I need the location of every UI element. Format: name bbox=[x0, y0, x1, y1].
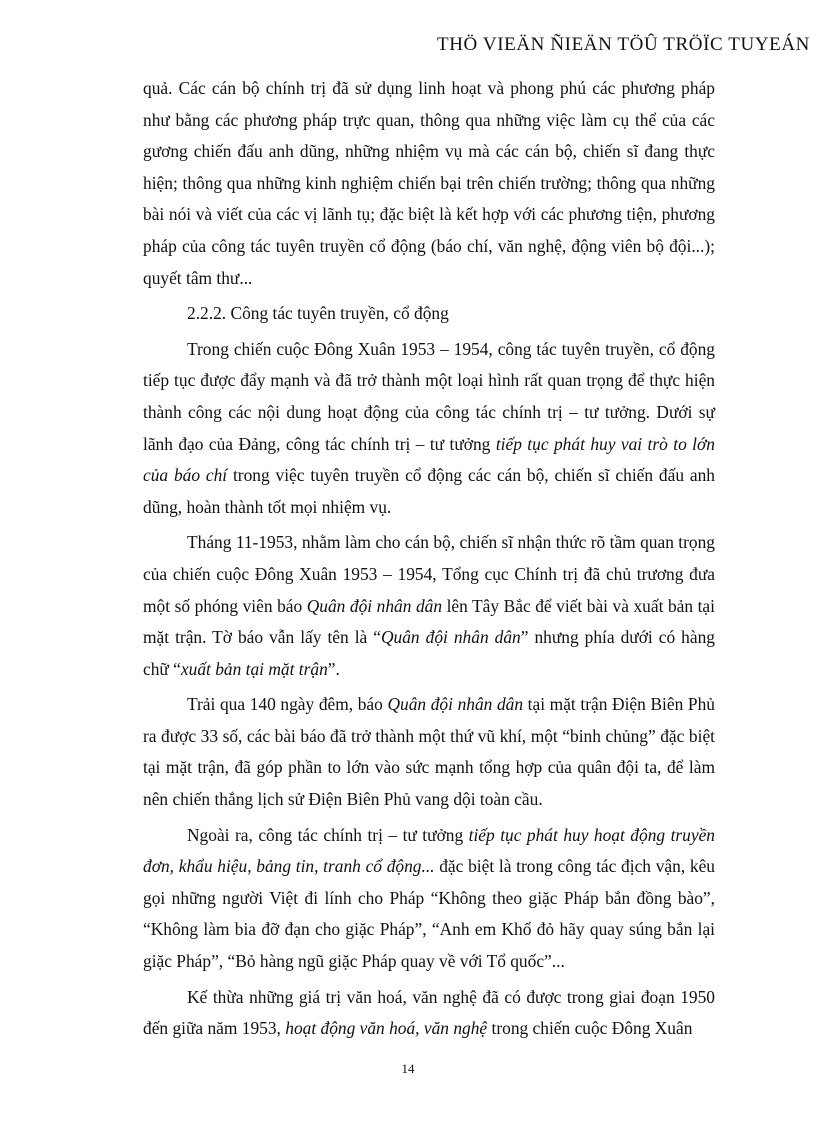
paragraph-2 bbox=[143, 334, 715, 524]
text-run: ”. bbox=[327, 658, 340, 679]
text-run: đặc biệt là trong công tác địch vận, kêu gọi những người Việt đi lính cho Pháp “Không theo giặc Pháp bắn đồng bào”, “Không làm bia đỡ đạn cho giặc Pháp”, “Anh em Khố đỏ hãy quay súng bắn lại giặc Pháp”, “Bỏ hàng ngũ giặc Pháp quay về với Tổ quốc”... bbox=[143, 856, 715, 972]
page-header: THÖ VIEÄN ÑIEÄN TÖÛ TRÖÏC TUYEÁN bbox=[437, 34, 810, 55]
paragraph-6 bbox=[143, 982, 715, 1045]
paragraph-5 bbox=[143, 820, 715, 978]
text-run: Tháng 11-1953, nhằm làm cho cán bộ, chiến sĩ nhận thức rõ tầm quan trọng của chiến cuộc Đông Xuân 1953 – 1954, Tổng cục Chính trị đã chủ trương đưa một số phóng viên báo bbox=[143, 532, 715, 616]
text-run: Ngoài ra, công tác chính trị – tư tưởng bbox=[187, 824, 469, 845]
italic-run: hoạt động văn hoá, văn nghệ bbox=[285, 1018, 488, 1039]
text-run: lên Tây Bắc để viết bài và xuất bản tại mặt trận. Tờ báo vẫn lấy tên là “ bbox=[143, 595, 715, 648]
text-run: Trải qua 140 ngày đêm, báo bbox=[187, 694, 388, 715]
text-run: Kế thừa những giá trị văn hoá, văn nghệ đã có được trong giai đoạn 1950 đến giữa năm 1953, bbox=[143, 986, 715, 1039]
italic-run: tiếp tục phát huy vai trò to lớn của báo chí bbox=[143, 433, 715, 486]
italic-run: Quân đội nhân dân bbox=[380, 627, 521, 648]
text-run: quả. Các cán bộ chính trị đã sử dụng linh hoạt và phong phú các phương pháp như bằng các phương pháp trực quan, thông qua những việc làm cụ thể của các gương chiến đấu anh dũng, những nhiệm vụ mà các cán bộ, chiến sĩ đang thực hiện; thông qua những kinh nghiệm chiến bại trên chiến trường; thông qua những bài nói và viết của các vị lãnh tụ; đặc biệt là kết hợp với các phương tiện, phương pháp của công tác tuyên truyền cổ động (báo chí, văn nghệ, động viên bộ đội...); quyết tâm thư... bbox=[143, 78, 715, 288]
text-run: tại mặt trận Điện Biên Phủ ra được 33 số, các bài báo đã trở thành một thứ vũ khí, một “binh chủng” đặc biệt tại mặt trận, đã góp phần to lớn vào sức mạnh tổng hợp của quân đội ta, để làm nên chiến thắng lịch sử Điện Biên Phủ vang dội toàn cầu. bbox=[143, 694, 715, 810]
body-text bbox=[143, 73, 715, 1045]
page-number: 14 bbox=[401, 1061, 415, 1076]
italic-run: xuất bản tại mặt trận bbox=[180, 658, 328, 679]
section-heading bbox=[143, 298, 715, 330]
text-run: 2.2.2. Công tác tuyên truyền, cổ động bbox=[187, 303, 449, 324]
italic-run: tiếp tục phát huy hoạt động truyền đơn, khẩu hiệu, bảng tin, tranh cổ động... bbox=[143, 824, 715, 877]
paragraph-4 bbox=[143, 689, 715, 815]
italic-run: Quân đội nhân dân bbox=[387, 694, 524, 715]
paragraph-3 bbox=[143, 527, 715, 685]
italic-run: Quân đội nhân dân bbox=[306, 595, 443, 616]
text-run: trong việc tuyên truyền cổ động các cán bộ, chiến sĩ chiến đấu anh dũng, hoàn thành tốt mọi nhiệm vụ. bbox=[143, 465, 715, 517]
text-run: Trong chiến cuộc Đông Xuân 1953 – 1954, công tác tuyên truyền, cổ động tiếp tục được đẩy mạnh và đã trở thành một loại hình rất quan trọng để thực hiện thành công các nội dung hoạt động của công tác chính trị – tư tưởng. Dưới sự lãnh đạo của Đảng, công tác chính trị – tư tưởng bbox=[143, 338, 715, 454]
paragraph-1 bbox=[143, 73, 715, 294]
text-run: ” nhưng phía dưới có hàng chữ “ bbox=[143, 627, 715, 679]
text-run: trong chiến cuộc Đông Xuân bbox=[487, 1018, 693, 1039]
